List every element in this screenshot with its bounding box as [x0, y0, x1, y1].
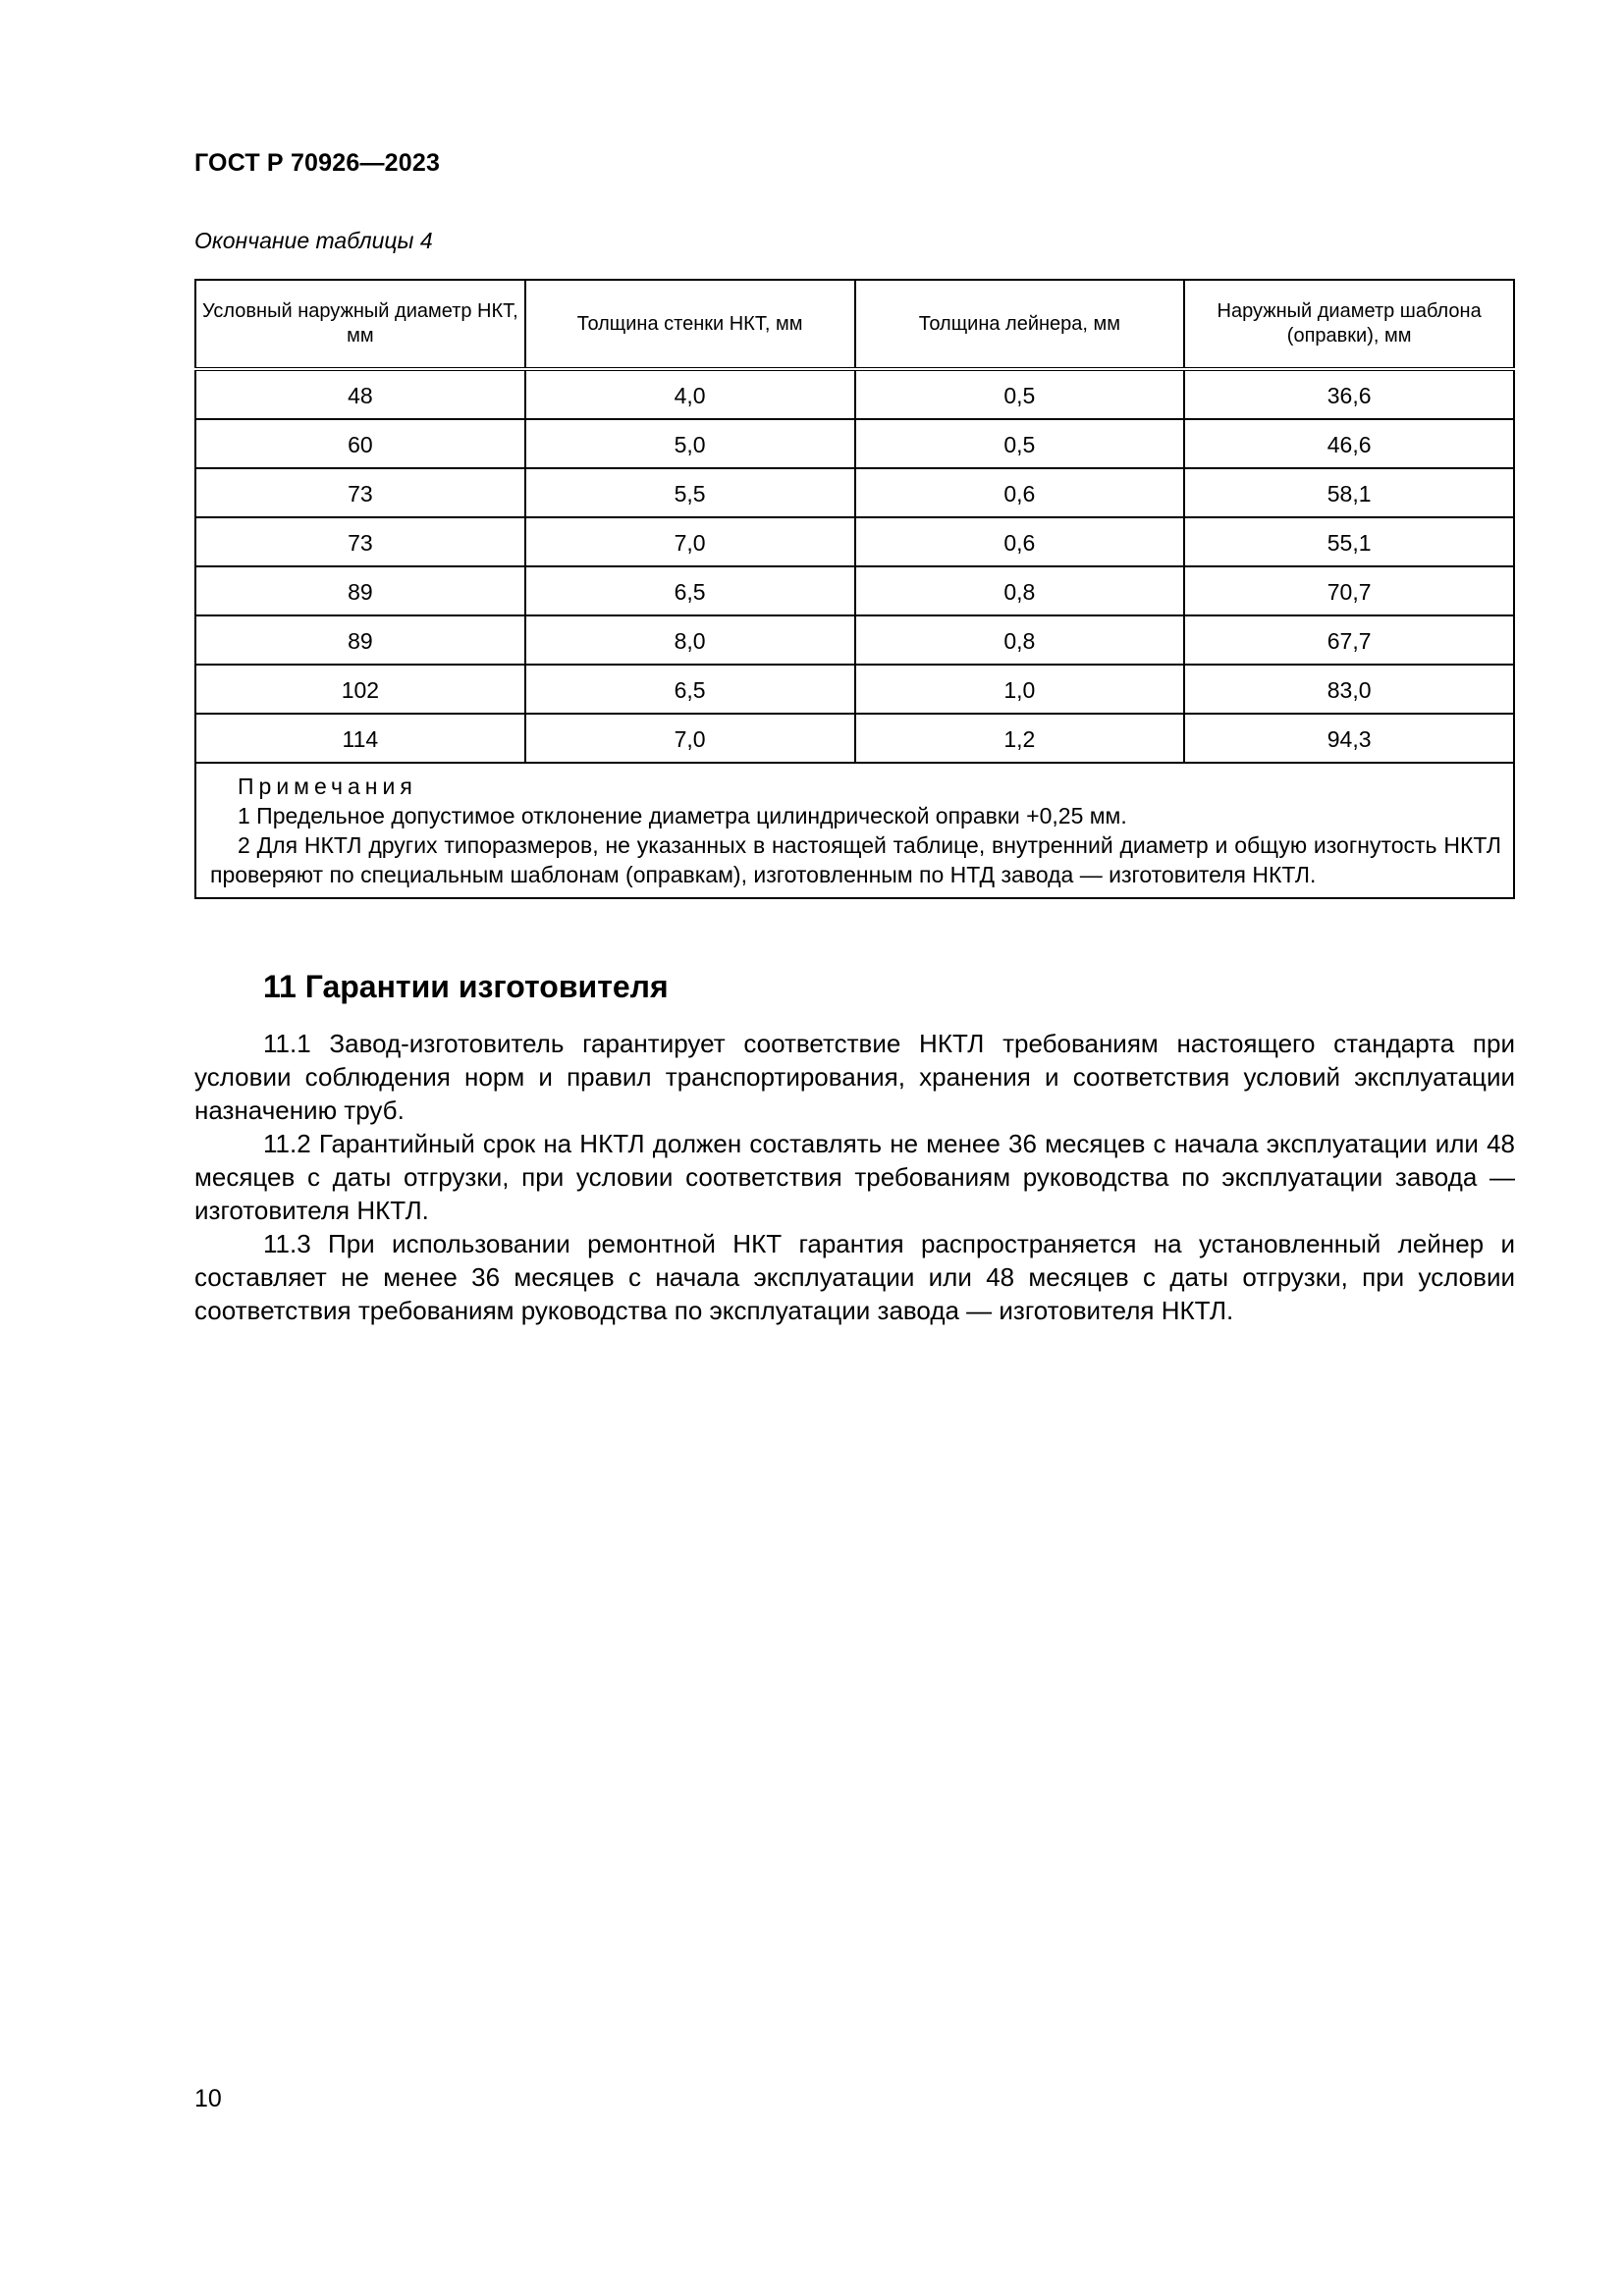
table-row [195, 566, 1514, 615]
table-cell: 46,6 [1184, 419, 1514, 468]
page-number: 10 [194, 2085, 222, 2112]
table-cell: 0,5 [855, 419, 1185, 468]
table-cell: 0,6 [855, 468, 1185, 517]
table-cell: 0,8 [855, 566, 1185, 615]
table-cell: 6,5 [525, 665, 855, 714]
table-row [195, 468, 1514, 517]
paragraph: 11.3 При использовании ремонтной НКТ гарантия распространяется на установленный лейнер и составляет не менее 36 месяцев с начала эксплуатации или 48 месяцев с даты отгрузки, при условии соответствия требованиям руководства по эксплуатации завода — изготовителя НКТЛ. [194, 1229, 1515, 1325]
table-row [195, 369, 1514, 419]
column-header-tubing-diameter: Условный наружный диаметр НКТ, мм [195, 280, 525, 369]
table-cell: 1,0 [855, 665, 1185, 714]
document-header: ГОСТ Р 70926—2023 [194, 149, 441, 177]
table-cell: 1,2 [855, 714, 1185, 763]
table-row [195, 714, 1514, 763]
table-caption: Окончание таблицы 4 [194, 228, 433, 253]
table-cell: 48 [195, 369, 525, 419]
table-cell: 70,7 [1184, 566, 1514, 615]
table-header-row [195, 280, 1514, 369]
column-header-liner-thickness: Толщина лейнера, мм [855, 280, 1185, 369]
table-row [195, 517, 1514, 566]
table-cell: 0,8 [855, 615, 1185, 665]
section-body [194, 1027, 1515, 1327]
table-cell: 58,1 [1184, 468, 1514, 517]
table-cell: 5,5 [525, 468, 855, 517]
table-notes [195, 763, 1514, 898]
table-cell: 55,1 [1184, 517, 1514, 566]
note-item: 1 Предельное допустимое отклонение диаметра цилиндрической оправки +0,25 мм. [238, 803, 1127, 828]
table-row [195, 615, 1514, 665]
section-title: 11 Гарантии изготовителя [263, 969, 669, 1004]
table-cell: 114 [195, 714, 525, 763]
table-row [195, 419, 1514, 468]
table-cell: 67,7 [1184, 615, 1514, 665]
table-cell: 7,0 [525, 714, 855, 763]
table-cell: 102 [195, 665, 525, 714]
table-cell: 89 [195, 615, 525, 665]
table-cell: 7,0 [525, 517, 855, 566]
column-header-gauge-diameter: Наружный диаметр шаблона (оправки), мм [1184, 280, 1514, 369]
table-cell: 36,6 [1184, 369, 1514, 419]
table-cell: 0,6 [855, 517, 1185, 566]
table-cell: 60 [195, 419, 525, 468]
note-item: 2 Для НКТЛ других типоразмеров, не указанных в настоящей таблице, внутренний диаметр и общую изогнутость НКТЛ проверяют по специальным шаблонам (оправкам), изготовленным по НТД завода — изготовителя НКТЛ. [210, 832, 1501, 887]
table-cell: 5,0 [525, 419, 855, 468]
table-cell: 94,3 [1184, 714, 1514, 763]
notes-title: Примечания [238, 774, 417, 799]
table-cell: 0,5 [855, 369, 1185, 419]
table-cell: 6,5 [525, 566, 855, 615]
table-cell: 4,0 [525, 369, 855, 419]
table-row [195, 665, 1514, 714]
table-cell: 73 [195, 517, 525, 566]
gauge-diameter-table [194, 279, 1515, 899]
paragraph: 11.1 Завод-изготовитель гарантирует соответствие НКТЛ требованиям настоящего стандарта при условии соблюдения норм и правил транспортирования, хранения и соответствия условий эксплуатации назначению труб. [194, 1029, 1515, 1125]
table-notes-row [195, 763, 1514, 898]
table-cell: 89 [195, 566, 525, 615]
table-cell: 8,0 [525, 615, 855, 665]
column-header-wall-thickness: Толщина стенки НКТ, мм [525, 280, 855, 369]
table-cell: 73 [195, 468, 525, 517]
paragraph: 11.2 Гарантийный срок на НКТЛ должен составлять не менее 36 месяцев с начала эксплуатации или 48 месяцев с даты отгрузки, при условии соответствия требованиям руководства по эксплуатации завода — изготовителя НКТЛ. [194, 1129, 1515, 1225]
table-cell: 83,0 [1184, 665, 1514, 714]
